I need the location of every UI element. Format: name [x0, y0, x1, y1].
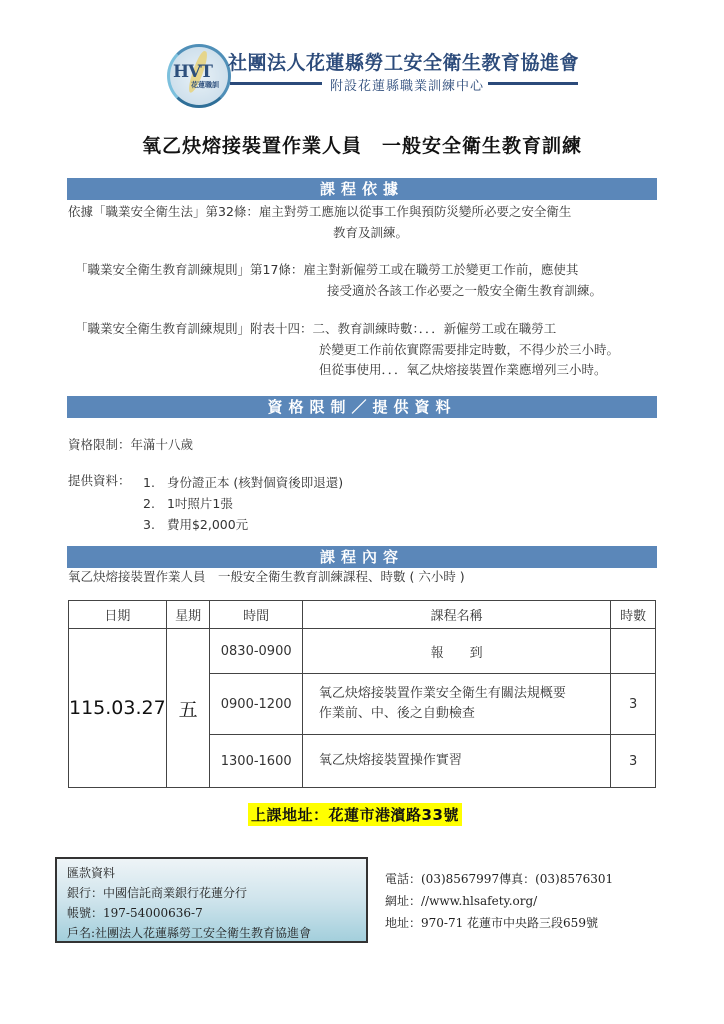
- hours-cell: [611, 629, 656, 674]
- logo-text: HVT: [173, 62, 212, 82]
- time-cell: 1300-1600: [210, 735, 302, 788]
- hours-cell: 3: [611, 735, 656, 788]
- venue-address: 上課地址：花蓮市港濱路33號: [248, 803, 462, 826]
- qualification-limit: 資格限制：年滿十八歲: [68, 437, 194, 452]
- header-course: 課程名稱: [302, 601, 610, 629]
- divider-left: [230, 82, 322, 85]
- contact-phone: 電話：(03)8567997傳真：(03)8576301: [385, 872, 614, 886]
- section-heading-qualification: 資格限制／提供資料: [67, 396, 657, 418]
- weekday-cell: 五: [166, 629, 210, 788]
- section-heading-basis: 課程依據: [67, 178, 657, 200]
- organization-name: 社團法人花蓮縣勞工安全衛生教育協進會: [228, 52, 580, 74]
- basis-p3-line-1: 「職業安全衛生教育訓練規則」附表十四：二、教育訓練時數：．．．新僱勞工或在職勞工: [75, 321, 557, 336]
- basis-p3-line-3: 但從事使用．．．氧乙炔熔接裝置作業應增列三小時。: [319, 362, 607, 377]
- bank-holder: 戶名:社團法人花蓮縣勞工安全衛生教育協進會: [67, 926, 312, 940]
- bank-name: 銀行：中國信託商業銀行花蓮分行: [67, 886, 248, 900]
- provide-item-num: 1.: [143, 475, 155, 490]
- time-cell: 0830-0900: [210, 629, 302, 674]
- course-cell: [302, 674, 610, 735]
- header-time: 時間: [210, 601, 302, 629]
- course-line: 氧乙炔熔接裝置作業安全衛生有關法規概要: [318, 686, 566, 701]
- section-heading-content: 課程內容: [67, 546, 657, 568]
- contact-address: 地址：970-71 花蓮市中央路三段659號: [385, 916, 598, 930]
- provide-item-num: 3.: [143, 517, 155, 532]
- table-row: [69, 629, 656, 674]
- provide-item-text: 費用$2,000元: [166, 517, 249, 532]
- course-cell: 氧乙炔熔接裝置操作實習: [302, 735, 610, 788]
- header-weekday: 星期: [166, 601, 210, 629]
- course-cell: 報 到: [302, 629, 610, 674]
- provide-list: [143, 472, 343, 535]
- divider-right: [488, 82, 578, 85]
- time-cell: 0900-1200: [210, 674, 302, 735]
- schedule-table: [68, 600, 656, 788]
- provide-item: [143, 514, 343, 535]
- bank-title: 匯款資料: [67, 866, 116, 880]
- basis-p1-line-1: 依據「職業安全衛生法」第32條：雇主對勞工應施以從事工作與預防災變所必要之安全衛生: [68, 204, 572, 219]
- org-logo: [165, 42, 231, 108]
- provide-item-num: 2.: [143, 496, 155, 511]
- course-summary: 氧乙炔熔接裝置作業人員 一般安全衛生教育訓練課程、時數 ( 六小時 ): [68, 569, 465, 584]
- contact-info: [385, 868, 613, 934]
- contact-website[interactable]: 網址：//www.hlsafety.org/: [385, 894, 538, 908]
- basis-paragraph-2: [75, 261, 602, 300]
- provide-item-text: 身份證正本 (核對個資後即退還): [166, 475, 344, 490]
- course-line: 作業前、中、後之自動檢查: [318, 706, 475, 721]
- hours-cell: 3: [611, 674, 656, 735]
- table-header-row: [69, 601, 656, 629]
- bank-account: 帳號：197-54000636-7: [67, 906, 203, 920]
- provide-item: [143, 493, 343, 514]
- organization-subtitle: 附設花蓮縣職業訓練中心: [330, 79, 485, 94]
- basis-paragraph-1: [68, 203, 571, 242]
- bank-info-box: [55, 857, 368, 943]
- basis-p2-line-2: 接受適於各該工作必要之一般安全衛生教育訓練。: [327, 283, 603, 298]
- document-title: 氧乙炔熔接裝置作業人員 一般安全衛生教育訓練: [141, 135, 582, 157]
- provide-label: 提供資料：: [68, 473, 131, 488]
- provide-item-text: 1吋照片1張: [166, 496, 233, 511]
- header-hours: 時數: [611, 601, 656, 629]
- logo-subtext: 花蓮職訓: [191, 81, 219, 89]
- basis-paragraph-3: [75, 320, 619, 379]
- header-date: 日期: [69, 601, 167, 629]
- basis-p2-line-1: 「職業安全衛生教育訓練規則」第17條：雇主對新僱勞工或在職勞工於變更工作前，應使其: [75, 262, 579, 277]
- basis-p3-line-2: 於變更工作前依實際需要排定時數，不得少於三小時。: [319, 342, 620, 357]
- provide-item: [143, 472, 343, 493]
- date-cell: 115.03.27: [69, 629, 167, 788]
- basis-p1-line-2: 教育及訓練。: [333, 225, 409, 240]
